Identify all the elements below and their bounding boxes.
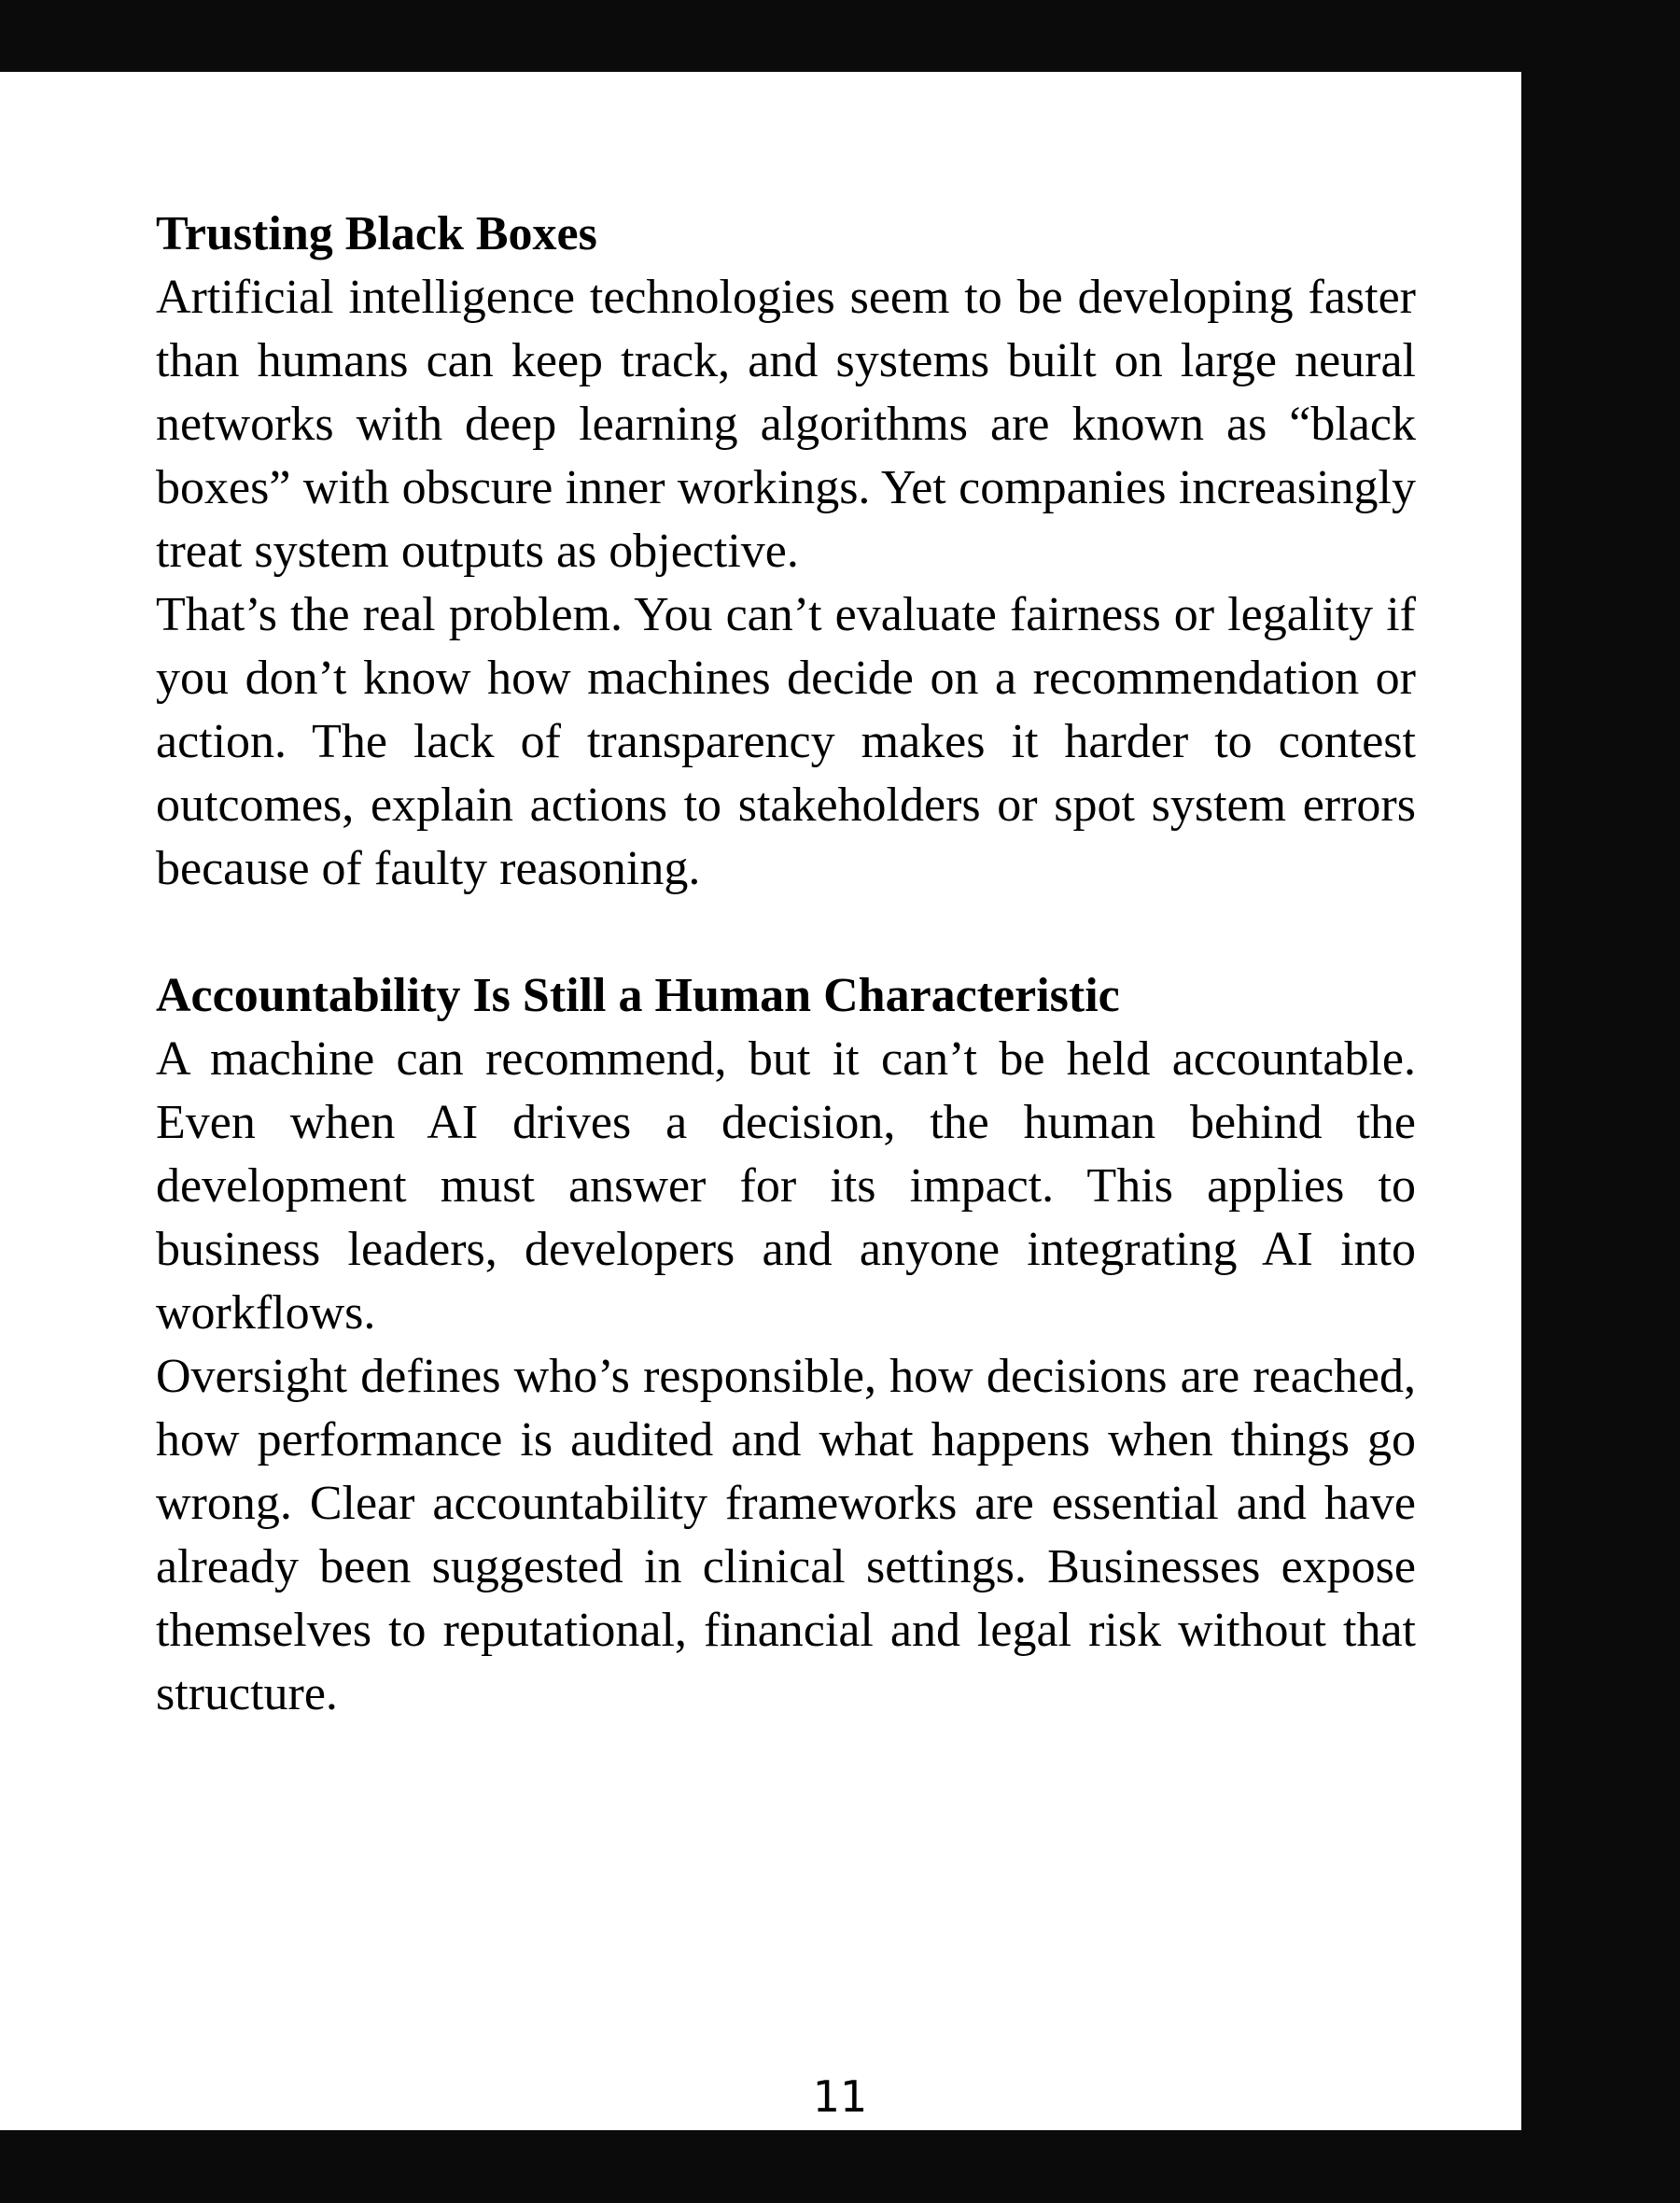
section-spacer <box>156 901 1416 964</box>
paragraph: Oversight defines who’s responsible, how decisions are reached, how performance is audited and what happens when things go wrong. Clear accountability frameworks are essential and have already been suggested in clinical settings. Businesses expose themselves to reputational, financial and legal risk without that structure. <box>156 1350 1416 1720</box>
paragraph: A machine can recommend, but it can’t be held accountable. Even when AI drives a decision, the human behind the development must answer for its impact. This applies to business leaders, developers and anyone integrating AI into workflows. <box>156 1032 1416 1340</box>
paragraph: Artificial intelligence technologies seem to be developing faster than humans can keep track, and systems built on large neural networks with deep learning algorithms are known as “black boxes” with obscure inner workings. Yet companies increasingly treat system outputs as objective. <box>156 271 1416 578</box>
page-content <box>156 203 1416 1726</box>
section-heading-trusting-black-boxes: Trusting Black Boxes <box>156 207 597 260</box>
page-number: 11 <box>812 2071 868 2122</box>
document-page <box>0 72 1521 2130</box>
section-heading-accountability: Accountability Is Still a Human Characteristic <box>156 969 1120 1022</box>
paragraph: That’s the real problem. You can’t evaluate fairness or legality if you don’t know how machines decide on a recommendation or action. The lack of transparency makes it harder to contest outcomes, explain actions to stakeholders or spot system errors because of faulty reasoning. <box>156 588 1416 895</box>
